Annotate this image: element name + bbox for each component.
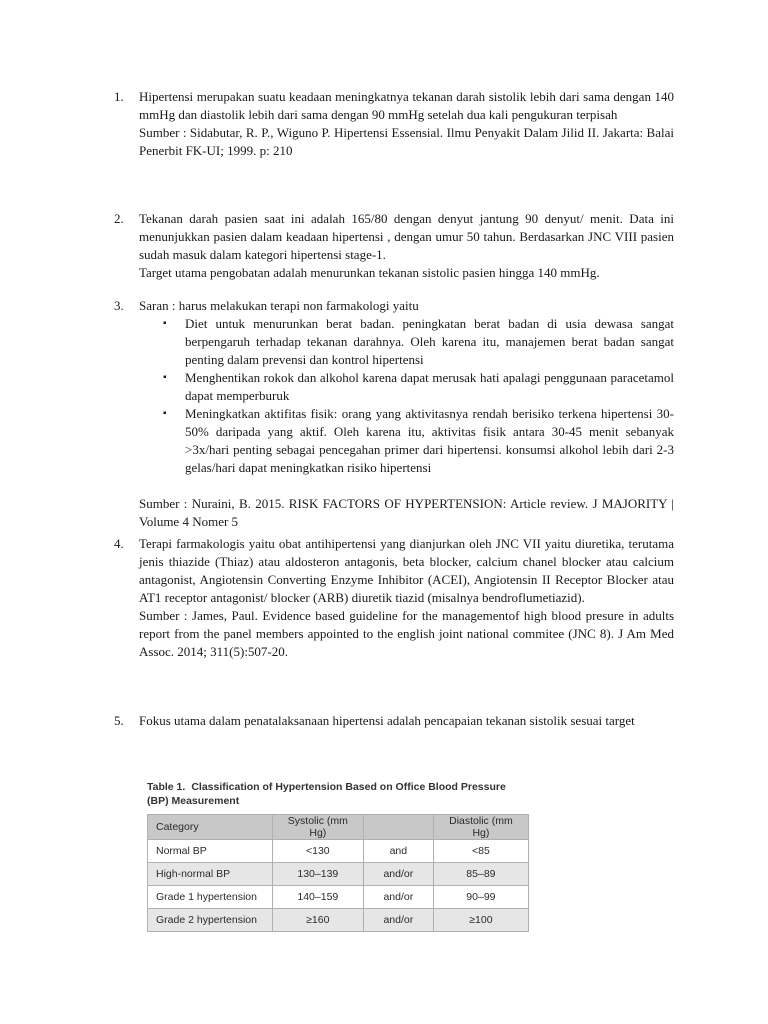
header-connector [363,815,433,840]
item-text: Saran : harus melakukan terapi non farmakologi yaitu [139,298,419,313]
item-number: 2. [114,211,124,226]
table-row [148,886,529,909]
item-text-target: Target utama pengobatan adalah menurunkan tekanan sistolic pasien hingga 140 mmHg. [139,265,600,280]
list-item-5 [114,712,674,730]
cell-category: Grade 2 hypertension [148,909,273,932]
bullet-icon: ▪ [163,372,167,383]
cell-diastolic: 90–99 [433,886,528,909]
header-diastolic: Diastolic (mm Hg) [433,815,528,840]
list-item-2 [114,210,674,282]
bullet-text: Menghentikan rokok dan alkohol karena dapat merusak hati apalagi penggunaan paracetamol dapat memperburuk [185,370,674,403]
item-number: 1. [114,89,124,104]
header-systolic: Systolic (mm Hg) [272,815,363,840]
table-caption [147,780,529,808]
cell-diastolic: 85–89 [433,863,528,886]
bullet-item [161,405,674,477]
item-text: Fokus utama dalam penatalaksanaan hipertensi adalah pencapaian tekanan sistolik sesuai target [139,713,635,728]
bp-classification-table [147,814,529,932]
table-caption-number: Table 1. [147,781,186,793]
cell-systolic: <130 [272,840,363,863]
cell-category: High-normal BP [148,863,273,886]
item-text: Tekanan darah pasien saat ini adalah 165/80 dengan denyut jantung 90 denyut/ menit. Data ini menunjukkan pasien dalam keadaan hipertensi , dengan umur 50 tahun. Berdasarkan JNC VIII pasien sudah masuk dalam kategori hipertensi stage-1. [139,211,674,262]
cell-category: Grade 1 hypertension [148,886,273,909]
cell-systolic: 130–139 [272,863,363,886]
item-source: Sumber : Sidabutar, R. P., Wiguno P. Hipertensi Essensial. Ilmu Penyakit Dalam Jilid II. Jakarta: Balai Penerbit FK-UI; 1999. p: 210 [139,125,674,158]
table-header-row [148,815,529,840]
bp-classification-table-figure [147,780,529,932]
bullet-item [161,315,674,369]
header-category: Category [148,815,273,840]
cell-systolic: ≥160 [272,909,363,932]
cell-connector: and/or [363,863,433,886]
cell-diastolic: <85 [433,840,528,863]
cell-connector: and [363,840,433,863]
item-text: Hipertensi merupakan suatu keadaan meningkatnya tekanan darah sistolik lebih dari sama dengan 140 mmHg dan diastolik lebih dari sama dengan 90 mmHg setelah dua kali pengukuran terpisah [139,89,674,122]
bullet-text: Diet untuk menurunkan berat badan. peningkatan berat badan di usia dewasa sangat berpengaruh terhadap tekanan darahnya. Oleh karena itu, manajemen berat badan sangat penting dalam prevensi dan kontrol hipertensi [185,316,674,367]
bullet-list [139,315,674,477]
item-number: 4. [114,536,124,551]
bullet-text: Meningkatkan aktifitas fisik: orang yang aktivitasnya rendah berisiko terkena hipertensi 30-50% daripada yang aktif. Oleh karena itu, aktivitas fisik antara 30-45 menit sebanyak >3x/hari penting sebagai pencegahan primer dari hipertensi. konsumsi alkohol lebih dari 2-3 gelas/hari dapat meningkatkan risiko hipertensi [185,406,674,475]
list-item-1 [114,88,674,160]
list-item-4 [114,535,674,661]
cell-systolic: 140–159 [272,886,363,909]
item-text: Terapi farmakologis yaitu obat antihipertensi yang dianjurkan oleh JNC VII yaitu diuretika, terutama jenis thiazide (Thiaz) atau aldosteron antagonis, beta blocker, calcium chanel blocker atau calcium antagonist, Angiotensin Converting Enzyme Inhibitor (ACEI), Angiotensin II Receptor Blocker atau AT1 receptor antagonist/ blocker (ARB) diuretik tiazid (misalnya bendroflumetiazid). [139,536,674,605]
bullet-icon: ▪ [163,318,167,329]
item-source: Sumber : Nuraini, B. 2015. RISK FACTORS OF HYPERTENSION: Article review. J MAJORITY | Volume 4 Nomer 5 [139,496,674,529]
cell-diastolic: ≥100 [433,909,528,932]
bullet-icon: ▪ [163,408,167,419]
item-source: Sumber : James, Paul. Evidence based guideline for the managementof high blood presure in adults report from the panel members appointed to the english joint national commitee (JNC 8). J Am Med Assoc. 2014; 311(5):507-20. [139,608,674,659]
item-number: 3. [114,298,124,313]
cell-connector: and/or [363,886,433,909]
table-row [148,840,529,863]
bullet-item [161,369,674,405]
list-item-3 [114,297,674,531]
item-number: 5. [114,713,124,728]
table-caption-text: Classification of Hypertension Based on Office Blood Pressure (BP) Measurement [147,781,506,807]
cell-category: Normal BP [148,840,273,863]
table-row [148,909,529,932]
table-row [148,863,529,886]
cell-connector: and/or [363,909,433,932]
